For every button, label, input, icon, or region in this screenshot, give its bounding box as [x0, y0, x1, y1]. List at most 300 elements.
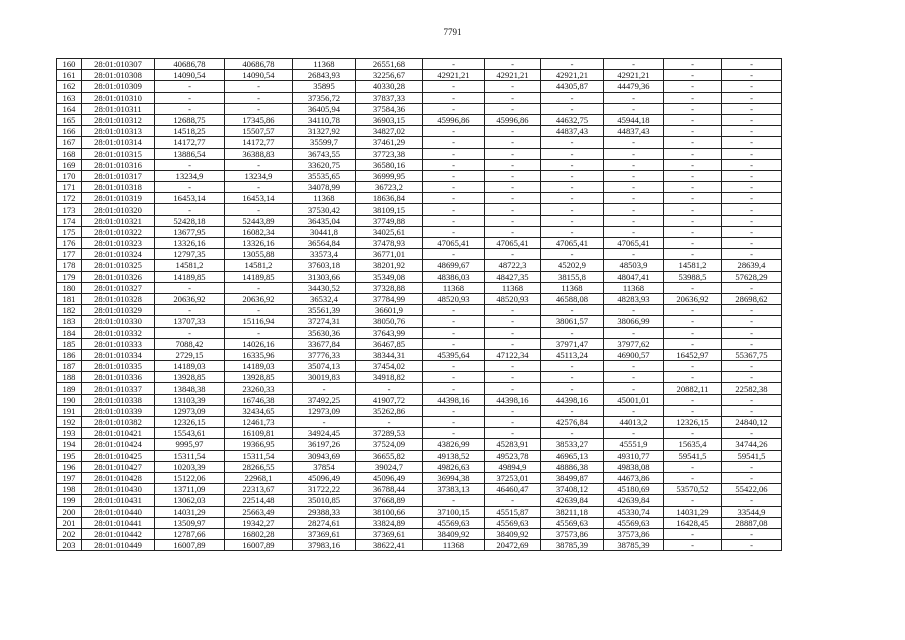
value-cell: - — [604, 383, 664, 394]
value-cell: 38050,76 — [356, 316, 423, 327]
value-cell: - — [541, 148, 604, 159]
value-cell: 37603,18 — [293, 260, 356, 271]
value-cell: 13062,03 — [155, 495, 225, 506]
value-cell: 10203,39 — [155, 461, 225, 472]
value-cell: - — [541, 249, 604, 260]
value-cell: 35349,08 — [356, 271, 423, 282]
value-cell: 49138,52 — [423, 450, 485, 461]
table-row — [57, 450, 782, 461]
value-cell: - — [485, 383, 541, 394]
value-cell: - — [604, 92, 664, 103]
cadastral-number-cell: 28:01:010309 — [82, 81, 155, 92]
cadastral-number-cell: 28:01:010323 — [82, 238, 155, 249]
row-number-cell: 187 — [57, 361, 82, 372]
value-cell: 55367,75 — [722, 349, 782, 360]
value-cell: 45096,49 — [293, 472, 356, 483]
value-cell: 13055,88 — [225, 249, 293, 260]
value-cell: - — [541, 383, 604, 394]
value-cell: 28887,08 — [722, 517, 782, 528]
value-cell: 44013,2 — [604, 417, 664, 428]
value-cell: 13848,38 — [155, 383, 225, 394]
value-cell: - — [423, 103, 485, 114]
value-cell: 44305,87 — [541, 81, 604, 92]
value-cell: 35630,36 — [293, 327, 356, 338]
value-cell: - — [664, 114, 722, 125]
row-number-cell: 162 — [57, 81, 82, 92]
value-cell: 52428,18 — [155, 215, 225, 226]
row-number-cell: 170 — [57, 170, 82, 181]
value-cell: - — [541, 182, 604, 193]
value-cell: - — [664, 472, 722, 483]
value-cell: - — [604, 137, 664, 148]
value-cell: 57628,29 — [722, 271, 782, 282]
value-cell: 45515,87 — [485, 506, 541, 517]
value-cell: - — [664, 126, 722, 137]
value-cell: 14189,85 — [155, 271, 225, 282]
value-cell: - — [664, 238, 722, 249]
value-cell: 33824,89 — [356, 517, 423, 528]
value-cell: 37454,02 — [356, 361, 423, 372]
value-cell: 37784,99 — [356, 293, 423, 304]
value-cell: - — [423, 59, 485, 70]
value-cell: 37723,38 — [356, 148, 423, 159]
value-cell: 36532,4 — [293, 293, 356, 304]
value-cell: 14581,2 — [664, 260, 722, 271]
table-row — [57, 159, 782, 170]
value-cell: - — [485, 170, 541, 181]
row-number-cell: 161 — [57, 70, 82, 81]
value-cell: - — [485, 361, 541, 372]
value-cell: - — [423, 249, 485, 260]
table-row — [57, 126, 782, 137]
cadastral-number-cell: 28:01:010424 — [82, 439, 155, 450]
value-cell: - — [225, 81, 293, 92]
value-cell: - — [664, 461, 722, 472]
value-cell: 42576,84 — [541, 417, 604, 428]
value-cell: 45096,49 — [356, 472, 423, 483]
value-cell: - — [541, 372, 604, 383]
value-cell: 16746,38 — [225, 394, 293, 405]
value-cell: 37837,33 — [356, 92, 423, 103]
value-cell: 32434,65 — [225, 405, 293, 416]
value-cell: 23260,33 — [225, 383, 293, 394]
table-body — [57, 59, 782, 551]
value-cell: 45001,01 — [604, 394, 664, 405]
row-number-cell: 193 — [57, 428, 82, 439]
table-row — [57, 528, 782, 539]
cadastral-number-cell: 28:01:010326 — [82, 271, 155, 282]
value-cell: - — [423, 361, 485, 372]
value-cell: 25663,49 — [225, 506, 293, 517]
cadastral-number-cell: 28:01:010431 — [82, 495, 155, 506]
value-cell: - — [225, 103, 293, 114]
value-cell: 20636,92 — [225, 293, 293, 304]
value-cell: 38785,39 — [541, 540, 604, 551]
table-row — [57, 59, 782, 70]
value-cell: 29388,33 — [293, 506, 356, 517]
value-cell: 26843,93 — [293, 70, 356, 81]
value-cell: 44673,86 — [604, 472, 664, 483]
value-cell: 37524,09 — [356, 439, 423, 450]
value-cell: 48722,3 — [485, 260, 541, 271]
value-cell: - — [155, 282, 225, 293]
cadastral-value-table — [56, 58, 782, 551]
value-cell: - — [485, 92, 541, 103]
value-cell: 38409,92 — [485, 528, 541, 539]
value-cell: - — [155, 182, 225, 193]
value-cell: 35262,86 — [356, 405, 423, 416]
value-cell: 37584,36 — [356, 103, 423, 114]
value-cell: 46588,08 — [541, 293, 604, 304]
value-cell: - — [541, 193, 604, 204]
cadastral-number-cell: 28:01:010320 — [82, 204, 155, 215]
value-cell: 47065,41 — [604, 238, 664, 249]
value-cell: 14581,2 — [155, 260, 225, 271]
value-cell: - — [664, 92, 722, 103]
value-cell: - — [604, 361, 664, 372]
value-cell: - — [664, 338, 722, 349]
value-cell: 16453,14 — [155, 193, 225, 204]
value-cell: - — [664, 226, 722, 237]
value-cell: - — [541, 226, 604, 237]
table-row — [57, 226, 782, 237]
value-cell: - — [225, 282, 293, 293]
value-cell: 45996,86 — [485, 114, 541, 125]
value-cell: 35074,13 — [293, 361, 356, 372]
value-cell: 31722,22 — [293, 484, 356, 495]
row-number-cell: 163 — [57, 92, 82, 103]
table-row — [57, 238, 782, 249]
value-cell: - — [485, 338, 541, 349]
value-cell: - — [485, 148, 541, 159]
value-cell: 36999,95 — [356, 170, 423, 181]
value-cell: 48427,35 — [485, 271, 541, 282]
value-cell: 49826,63 — [423, 461, 485, 472]
value-cell: - — [485, 417, 541, 428]
value-cell: 45330,74 — [604, 506, 664, 517]
value-cell: - — [485, 126, 541, 137]
cadastral-number-cell: 28:01:010308 — [82, 70, 155, 81]
table-row — [57, 271, 782, 282]
value-cell: - — [485, 59, 541, 70]
value-cell: 41907,72 — [356, 394, 423, 405]
value-cell: - — [423, 193, 485, 204]
value-cell: - — [722, 338, 782, 349]
cadastral-number-cell: 28:01:010427 — [82, 461, 155, 472]
table-row — [57, 193, 782, 204]
cadastral-number-cell: 28:01:010327 — [82, 282, 155, 293]
row-number-cell: 198 — [57, 484, 82, 495]
value-cell: 48386,03 — [423, 271, 485, 282]
value-cell: - — [722, 238, 782, 249]
value-cell: 35535,65 — [293, 170, 356, 181]
row-number-cell: 174 — [57, 215, 82, 226]
value-cell: 45944,18 — [604, 114, 664, 125]
value-cell: 46965,13 — [541, 450, 604, 461]
value-cell: - — [485, 215, 541, 226]
value-cell: - — [604, 428, 664, 439]
value-cell: 45569,63 — [423, 517, 485, 528]
table-row — [57, 517, 782, 528]
value-cell: 37478,93 — [356, 238, 423, 249]
value-cell: - — [664, 193, 722, 204]
value-cell: 44632,75 — [541, 114, 604, 125]
value-cell: - — [604, 170, 664, 181]
value-cell: - — [722, 226, 782, 237]
row-number-cell: 164 — [57, 103, 82, 114]
table-row — [57, 81, 782, 92]
value-cell: - — [604, 215, 664, 226]
value-cell: 42639,84 — [541, 495, 604, 506]
value-cell: 45551,9 — [604, 439, 664, 450]
value-cell: - — [423, 170, 485, 181]
value-cell: 38409,92 — [423, 528, 485, 539]
cadastral-number-cell: 28:01:010313 — [82, 126, 155, 137]
cadastral-number-cell: 28:01:010322 — [82, 226, 155, 237]
value-cell: 31327,92 — [293, 126, 356, 137]
cadastral-number-cell: 28:01:010330 — [82, 316, 155, 327]
value-cell: 37971,47 — [541, 338, 604, 349]
value-cell: - — [541, 305, 604, 316]
value-cell: - — [722, 249, 782, 260]
value-cell: - — [722, 316, 782, 327]
value-cell: - — [225, 182, 293, 193]
value-cell: 37492,25 — [293, 394, 356, 405]
value-cell: - — [541, 170, 604, 181]
value-cell: - — [423, 495, 485, 506]
value-cell: 34744,26 — [722, 439, 782, 450]
value-cell: 38533,27 — [541, 439, 604, 450]
value-cell: 36655,82 — [356, 450, 423, 461]
value-cell: - — [423, 428, 485, 439]
value-cell: 26551,68 — [356, 59, 423, 70]
value-cell: 37408,12 — [541, 484, 604, 495]
value-cell: - — [485, 137, 541, 148]
value-cell: - — [604, 59, 664, 70]
value-cell: - — [722, 193, 782, 204]
cadastral-number-cell: 28:01:010318 — [82, 182, 155, 193]
table-row — [57, 305, 782, 316]
value-cell: 36771,01 — [356, 249, 423, 260]
value-cell: 12461,73 — [225, 417, 293, 428]
value-cell: 44398,16 — [423, 394, 485, 405]
table-row — [57, 215, 782, 226]
value-cell: 38785,39 — [604, 540, 664, 551]
table-row — [57, 170, 782, 181]
value-cell: 37253,01 — [485, 472, 541, 483]
value-cell: 37573,86 — [604, 528, 664, 539]
value-cell: - — [356, 383, 423, 394]
cadastral-number-cell: 28:01:010440 — [82, 506, 155, 517]
value-cell: - — [541, 92, 604, 103]
cadastral-number-cell: 28:01:010325 — [82, 260, 155, 271]
value-cell: - — [722, 305, 782, 316]
row-number-cell: 179 — [57, 271, 82, 282]
value-cell: 14031,29 — [664, 506, 722, 517]
value-cell: - — [541, 159, 604, 170]
cadastral-number-cell: 28:01:010307 — [82, 59, 155, 70]
value-cell: 22514,48 — [225, 495, 293, 506]
value-cell: 34110,78 — [293, 114, 356, 125]
row-number-cell: 180 — [57, 282, 82, 293]
value-cell: 12973,09 — [155, 405, 225, 416]
value-cell: - — [541, 405, 604, 416]
value-cell: - — [485, 316, 541, 327]
value-cell: - — [155, 81, 225, 92]
cadastral-number-cell: 28:01:010329 — [82, 305, 155, 316]
value-cell: 31303,66 — [293, 271, 356, 282]
value-cell: - — [664, 305, 722, 316]
value-cell: 48699,67 — [423, 260, 485, 271]
value-cell: 36197,26 — [293, 439, 356, 450]
table-row — [57, 417, 782, 428]
table-row — [57, 316, 782, 327]
value-cell: - — [722, 361, 782, 372]
value-cell: 38499,87 — [541, 472, 604, 483]
row-number-cell: 173 — [57, 204, 82, 215]
value-cell: - — [604, 182, 664, 193]
row-number-cell: 197 — [57, 472, 82, 483]
value-cell: 36467,85 — [356, 338, 423, 349]
value-cell: 40686,78 — [155, 59, 225, 70]
value-cell: - — [541, 59, 604, 70]
value-cell: - — [155, 327, 225, 338]
value-cell: 45113,24 — [541, 349, 604, 360]
value-cell: - — [293, 383, 356, 394]
cadastral-number-cell: 28:01:010335 — [82, 361, 155, 372]
value-cell: 42921,21 — [604, 70, 664, 81]
table-row — [57, 182, 782, 193]
value-cell: 12688,75 — [155, 114, 225, 125]
value-cell: - — [722, 70, 782, 81]
value-cell: 34918,82 — [356, 372, 423, 383]
row-number-cell: 183 — [57, 316, 82, 327]
row-number-cell: 185 — [57, 338, 82, 349]
value-cell: - — [225, 327, 293, 338]
value-cell: 36435,04 — [293, 215, 356, 226]
value-cell: 44398,16 — [485, 394, 541, 405]
row-number-cell: 175 — [57, 226, 82, 237]
value-cell: 35895 — [293, 81, 356, 92]
value-cell: 45202,9 — [541, 260, 604, 271]
value-cell: 38100,66 — [356, 506, 423, 517]
cadastral-number-cell: 28:01:010337 — [82, 383, 155, 394]
value-cell: 19342,27 — [225, 517, 293, 528]
value-cell: 53988,5 — [664, 271, 722, 282]
value-cell: 37274,31 — [293, 316, 356, 327]
cadastral-number-cell: 28:01:010336 — [82, 372, 155, 383]
row-number-cell: 201 — [57, 517, 82, 528]
value-cell: - — [423, 316, 485, 327]
value-cell: 16082,34 — [225, 226, 293, 237]
value-cell: 44837,43 — [604, 126, 664, 137]
value-cell: - — [664, 495, 722, 506]
value-cell: 39024,7 — [356, 461, 423, 472]
value-cell: 37289,53 — [356, 428, 423, 439]
value-cell: - — [541, 103, 604, 114]
row-number-cell: 166 — [57, 126, 82, 137]
value-cell: 59541,5 — [722, 450, 782, 461]
value-cell: - — [423, 405, 485, 416]
value-cell: - — [664, 215, 722, 226]
value-cell: - — [722, 81, 782, 92]
value-cell: - — [485, 81, 541, 92]
value-cell: 17345,86 — [225, 114, 293, 125]
cadastral-number-cell: 28:01:010324 — [82, 249, 155, 260]
row-number-cell: 192 — [57, 417, 82, 428]
table-row — [57, 361, 782, 372]
cadastral-number-cell: 28:01:010321 — [82, 215, 155, 226]
value-cell: - — [356, 417, 423, 428]
table-row — [57, 383, 782, 394]
value-cell: 45283,91 — [485, 439, 541, 450]
row-number-cell: 186 — [57, 349, 82, 360]
value-cell: 37854 — [293, 461, 356, 472]
value-cell: 14031,29 — [155, 506, 225, 517]
value-cell: 38211,18 — [541, 506, 604, 517]
row-number-cell: 181 — [57, 293, 82, 304]
value-cell: 36405,94 — [293, 103, 356, 114]
value-cell: 38201,92 — [356, 260, 423, 271]
value-cell: 49894,9 — [485, 461, 541, 472]
value-cell: 9995,97 — [155, 439, 225, 450]
value-cell: 36723,2 — [356, 182, 423, 193]
value-cell: - — [664, 148, 722, 159]
value-cell: 13928,85 — [155, 372, 225, 383]
table-row — [57, 540, 782, 551]
value-cell: 30019,83 — [293, 372, 356, 383]
value-cell: - — [485, 193, 541, 204]
value-cell: - — [485, 428, 541, 439]
value-cell: - — [664, 372, 722, 383]
value-cell: 15507,57 — [225, 126, 293, 137]
value-cell: - — [722, 182, 782, 193]
row-number-cell: 196 — [57, 461, 82, 472]
value-cell: - — [722, 428, 782, 439]
value-cell: 12326,15 — [155, 417, 225, 428]
value-cell: 34827,02 — [356, 126, 423, 137]
value-cell: 13326,16 — [155, 238, 225, 249]
value-cell: - — [722, 148, 782, 159]
value-cell: 20636,92 — [155, 293, 225, 304]
value-cell: 46460,47 — [485, 484, 541, 495]
table-row — [57, 394, 782, 405]
value-cell: 36601,9 — [356, 305, 423, 316]
value-cell: - — [485, 495, 541, 506]
row-number-cell: 191 — [57, 405, 82, 416]
value-cell: 47122,34 — [485, 349, 541, 360]
value-cell: - — [423, 204, 485, 215]
value-cell: 59541,5 — [664, 450, 722, 461]
cadastral-number-cell: 28:01:010319 — [82, 193, 155, 204]
cadastral-number-cell: 28:01:010430 — [82, 484, 155, 495]
value-cell: - — [604, 226, 664, 237]
value-cell: 28698,62 — [722, 293, 782, 304]
table-row — [57, 70, 782, 81]
value-cell: - — [604, 405, 664, 416]
value-cell: - — [664, 170, 722, 181]
value-cell: 18636,84 — [356, 193, 423, 204]
value-cell: - — [541, 204, 604, 215]
table-row — [57, 338, 782, 349]
value-cell: - — [664, 361, 722, 372]
value-cell: - — [722, 495, 782, 506]
cadastral-number-cell: 28:01:010317 — [82, 170, 155, 181]
cadastral-number-cell: 28:01:010312 — [82, 114, 155, 125]
value-cell: 19366,95 — [225, 439, 293, 450]
value-cell: 13886,54 — [155, 148, 225, 159]
value-cell: - — [423, 159, 485, 170]
